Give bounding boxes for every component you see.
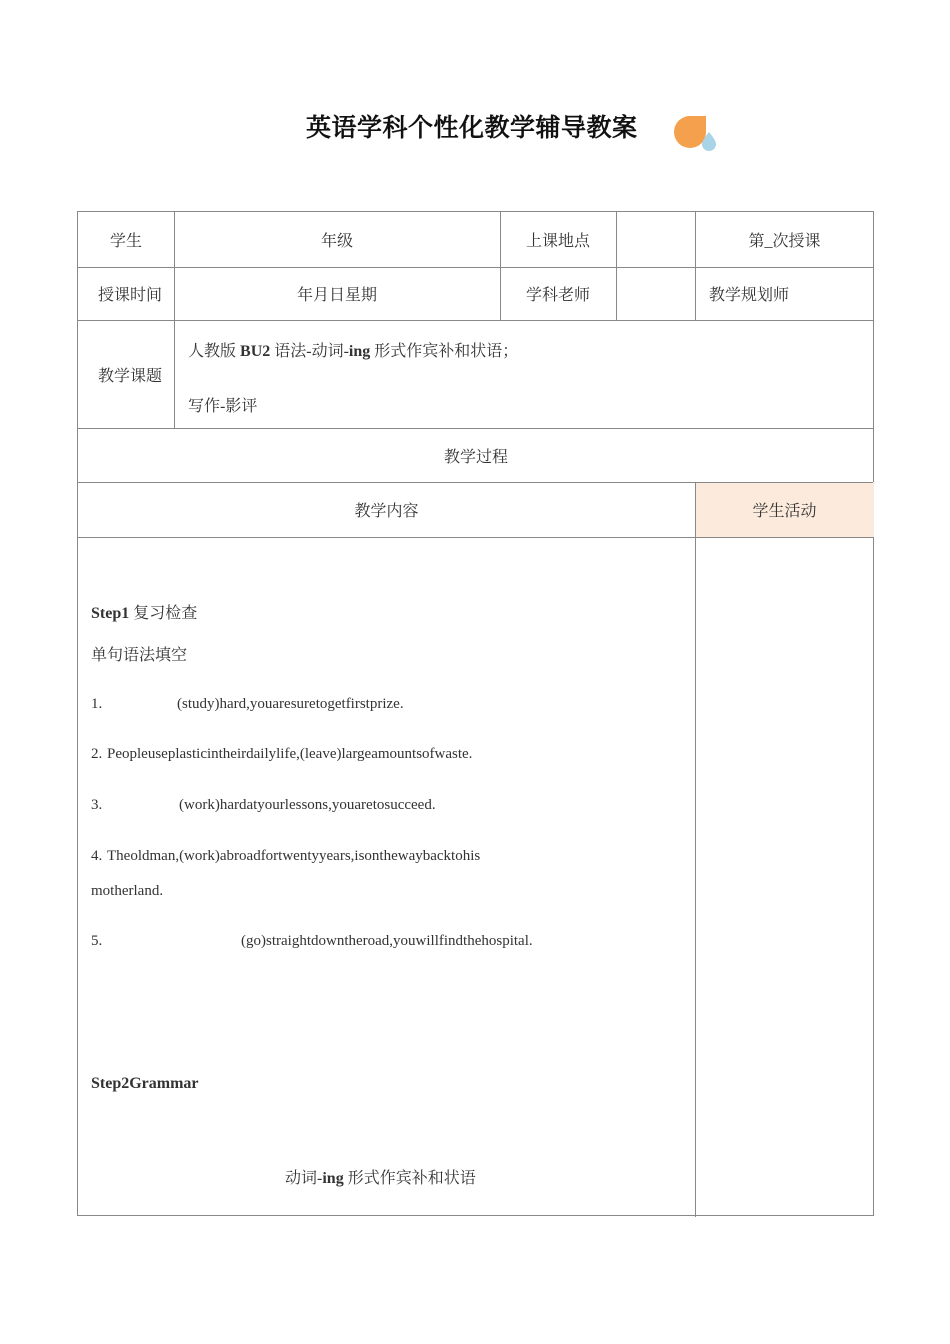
activity-label: 学生活动 [752,503,817,520]
location-value [616,212,695,267]
teacher-label: 学科老师 [525,287,590,304]
topic-line-1: 人教版 BU2 语法-动词-ing 形式作宾补和状语； [188,343,519,360]
time-label: 授课时间 [97,287,162,304]
location-label: 上课地点 [525,233,590,250]
process-heading: 教学过程 [443,448,508,466]
grade-label: 年级 [320,233,353,250]
exercise-subtitle: 单句语法填空 [91,647,188,664]
topic-label: 教学课题 [97,367,162,385]
topic-line-2: 写作-影评 [188,398,258,415]
exercise-1: 1. (study)hard,youaresuretogetfirstprize. [91,696,404,712]
exercise-2: 2. Peopleuseplasticintheirdailylife,(leave)largeamountsofwaste. [91,746,473,762]
logo-icon [672,114,722,154]
exercise-3: 3. (work)hardatyourlessons,youaretosucceed. [91,797,436,813]
lesson-plan-table [77,211,874,1216]
student-label: 学生 [109,233,142,250]
page-title: 英语学科个性化教学辅导教案 [306,113,638,142]
exercise-5: 5. (go)straightdowntheroad,youwillfindthehospital. [91,933,533,949]
step2-heading: Step2Grammar [91,1075,199,1092]
exercise-4-continued: motherland. [91,883,164,899]
planner-label: 教学规划师 [709,287,790,304]
grammar-title: 动词-ing 形式作宾补和状语 [285,1170,476,1187]
step1-heading: Step1 复习检查 [91,605,198,622]
content-label: 教学内容 [354,503,419,520]
exercise-4: 4. Theoldman,(work)abroadfortwentyyears,isonthewaybacktohis [91,848,481,864]
date-value: 年月日星期 [296,287,377,304]
teacher-value [616,267,695,320]
session-label: 第_次授课 [748,233,821,250]
